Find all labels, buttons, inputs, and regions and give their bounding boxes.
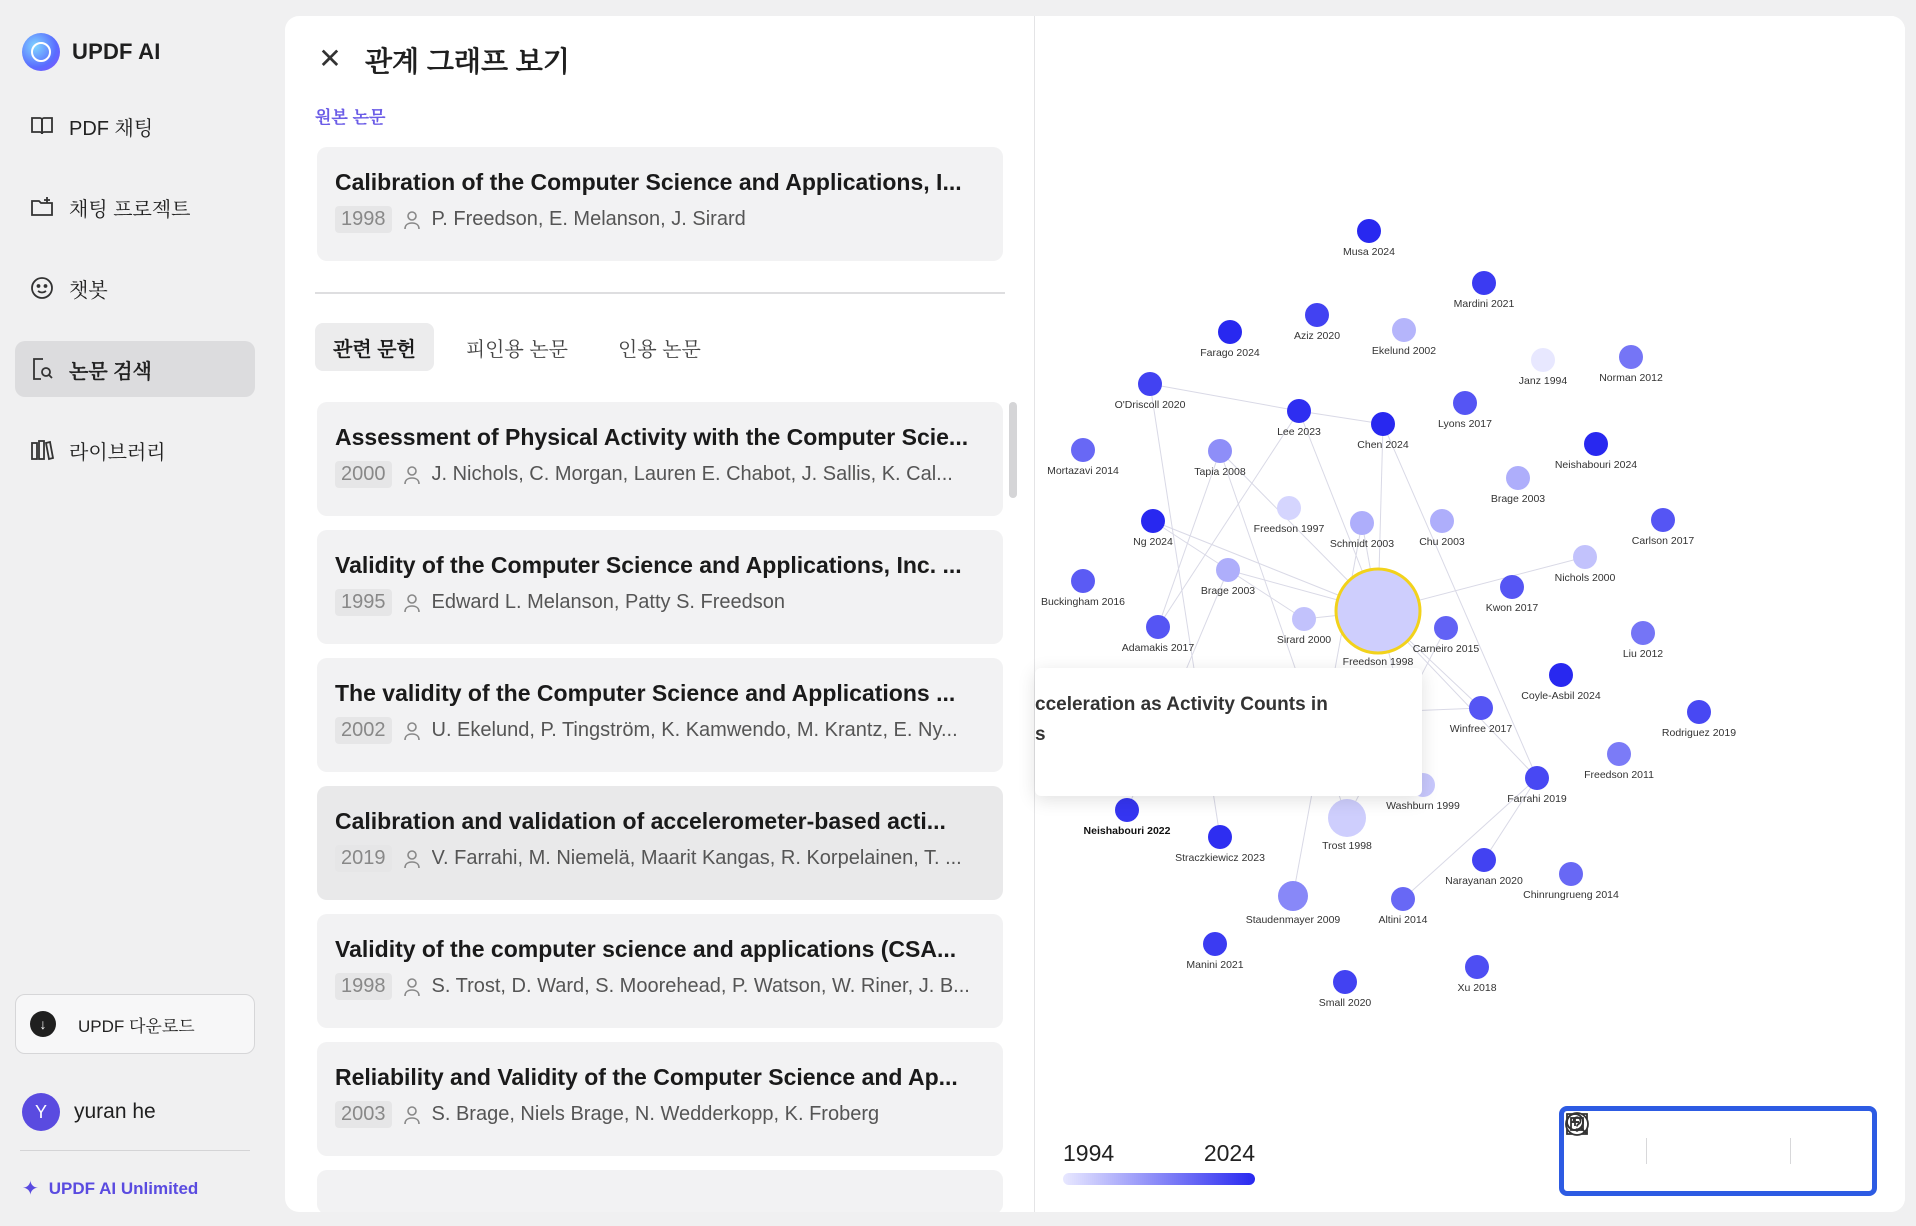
person-icon [402, 976, 422, 998]
graph-node-label: Chinrungrueng 2014 [1523, 889, 1619, 901]
person-icon [402, 1104, 422, 1126]
avatar: Y [22, 1093, 60, 1131]
person-icon [402, 848, 422, 870]
graph-node-label: Carlson 2017 [1631, 535, 1695, 547]
graph-node[interactable] [1662, 700, 1736, 739]
graph-node[interactable] [1322, 799, 1372, 852]
graph-node-circle[interactable] [1305, 303, 1329, 327]
paper-year: 1998 [335, 206, 392, 233]
paper-year: 2000 [335, 461, 392, 488]
graph-node-circle[interactable] [1357, 219, 1381, 243]
legend-max-year: 2024 [1203, 1140, 1255, 1166]
sidebar-item-label: 논문 검색 [69, 360, 152, 383]
graph-node-label: Nichols 2000 [1554, 572, 1616, 584]
paper-year: 1998 [335, 973, 392, 1000]
graph-node-circle[interactable] [1392, 318, 1416, 342]
graph-node-circle[interactable] [1573, 545, 1597, 569]
graph-node-circle[interactable] [1138, 372, 1162, 396]
legend-gradient [1063, 1173, 1255, 1185]
graph-node-circle[interactable] [1371, 412, 1395, 436]
graph-node-circle[interactable] [1391, 887, 1415, 911]
graph-node-label: Janz 1994 [1518, 375, 1568, 387]
list-item[interactable] [317, 530, 1003, 644]
sidebar-divider [20, 1150, 250, 1151]
list-scrollbar[interactable] [1009, 402, 1017, 498]
graph-node-label: Carneiro 2015 [1412, 643, 1480, 655]
graph-node-circle[interactable] [1559, 862, 1583, 886]
graph-node-circle[interactable] [1631, 621, 1655, 645]
fit-view-button[interactable] [1585, 1131, 1625, 1171]
bot-icon [29, 275, 55, 301]
sidebar-item-pdf-chat[interactable] [15, 98, 255, 154]
original-paper-label: 원본 논문 [315, 108, 386, 127]
graph-node-label: Manini 2021 [1186, 959, 1244, 971]
graph-node[interactable] [1041, 569, 1125, 608]
paper-authors: Edward L. Melanson, Patty S. Freedson [431, 591, 786, 613]
paper-list-column [285, 16, 1035, 1212]
graph-node-circle[interactable] [1506, 466, 1530, 490]
graph-node-label: Mardini 2021 [1453, 298, 1515, 310]
graph-node-circle[interactable] [1453, 391, 1477, 415]
graph-node-circle[interactable] [1115, 798, 1139, 822]
paper-title: Validity of the Computer Science and Applications, Inc. ... [335, 552, 962, 578]
list-item[interactable] [317, 402, 1003, 516]
help-button[interactable] [1812, 1131, 1852, 1171]
year-legend [1063, 1140, 1255, 1185]
graph-node-circle[interactable] [1472, 848, 1496, 872]
graph-node-label: Farrahi 2019 [1507, 793, 1567, 805]
sidebar-item-library[interactable] [15, 422, 255, 478]
graph-node[interactable] [1378, 887, 1427, 926]
graph-node-label: Tapia 2008 [1194, 466, 1246, 478]
graph-node[interactable] [1084, 798, 1171, 837]
graph-node-label: Mortazavi 2014 [1047, 465, 1119, 477]
paper-meta [335, 589, 985, 616]
graph-node-circle[interactable] [1472, 271, 1496, 295]
paper-year: 2019 [335, 845, 392, 872]
paper-meta [335, 973, 985, 1000]
graph-node-label: Adamakis 2017 [1121, 642, 1195, 654]
graph-node-label: Sirard 2000 [1276, 634, 1332, 646]
paper-title: Validity of the computer science and applications (CSA... [335, 936, 957, 962]
tab-related[interactable]: 관련 문헌 [315, 323, 434, 371]
graph-node-label: Liu 2012 [1622, 648, 1664, 660]
section-divider [315, 292, 1005, 294]
graph-node[interactable] [1175, 825, 1265, 864]
graph-node[interactable] [1555, 432, 1637, 471]
download-button[interactable] [15, 994, 255, 1054]
graph-node-circle[interactable] [1525, 766, 1549, 790]
graph-node-circle[interactable] [1549, 663, 1573, 687]
paper-meta [335, 717, 985, 744]
graph-node-label: Coyle-Asbil 2024 [1521, 690, 1601, 702]
graph-node-circle[interactable] [1218, 320, 1242, 344]
legend-min-year: 1994 [1063, 1140, 1115, 1166]
graph-node-circle[interactable] [1277, 496, 1301, 520]
graph-node[interactable] [1450, 696, 1513, 735]
tab-cited-by[interactable]: 피인용 논문 [465, 338, 569, 361]
tab-references[interactable]: 인용 논문 [618, 338, 701, 361]
graph-node-label: Lyons 2017 [1438, 418, 1492, 430]
graph-node-circle[interactable] [1434, 616, 1458, 640]
library-icon [29, 437, 55, 463]
graph-node[interactable] [1277, 399, 1321, 438]
app-name: UPDF AI [72, 39, 161, 64]
graph-node-label: Neishabouri 2024 [1554, 459, 1638, 471]
graph-node-label: Trost 1998 [1322, 840, 1372, 852]
tooltip-line-2: s [1035, 724, 1046, 745]
graph-node-circle[interactable] [1141, 509, 1165, 533]
graph-node-label: Aziz 2020 [1293, 330, 1341, 342]
graph-node-circle[interactable] [1278, 881, 1308, 911]
graph-toolbar [1559, 1106, 1877, 1196]
paper-meta [335, 1101, 985, 1128]
graph-node-circle[interactable] [1333, 970, 1357, 994]
updf-logo-icon [22, 33, 60, 71]
graph-node-circle[interactable] [1203, 932, 1227, 956]
graph-node[interactable] [1343, 219, 1395, 258]
sidebar-item-chatbot[interactable] [15, 260, 255, 316]
paper-authors: U. Ekelund, P. Tingström, K. Kamwendo, M. Krantz, E. Ny... [431, 719, 958, 741]
graph-node[interactable] [1623, 621, 1663, 660]
unlimited-link[interactable] [22, 1176, 198, 1201]
graph-node-circle[interactable] [1208, 439, 1232, 463]
paper-tabs [315, 323, 719, 371]
graph-node-label: Xu 2018 [1457, 982, 1497, 994]
graph-node[interactable] [1454, 271, 1515, 310]
paper-title: Reliability and Validity of the Computer Science and Ap... [335, 1064, 958, 1090]
list-item[interactable] [317, 914, 1003, 1028]
app-logo[interactable] [22, 33, 161, 71]
graph-node[interactable] [1336, 569, 1420, 668]
paper-title: The validity of the Computer Science and Applications ... [335, 680, 956, 706]
graph-node[interactable] [1357, 412, 1409, 451]
graph-node[interactable] [1419, 509, 1465, 548]
sidebar-item-label: 채팅 프로젝트 [69, 198, 191, 221]
paper-authors: S. Trost, D. Ward, S. Moorehead, P. Watson, W. Riner, J. B... [431, 975, 970, 997]
graph-node-label: Norman 2012 [1599, 372, 1663, 384]
graph-node-label: Ng 2024 [1133, 536, 1173, 548]
graph-node-circle[interactable] [1146, 615, 1170, 639]
graph-node[interactable] [1599, 345, 1663, 384]
graph-node-label: Washburn 1999 [1386, 800, 1460, 812]
zoom-out-button[interactable] [1729, 1131, 1769, 1171]
graph-node-circle[interactable] [1430, 509, 1454, 533]
person-icon [402, 209, 422, 231]
list-item[interactable] [317, 1170, 1003, 1212]
sidebar-item-label: 챗봇 [69, 279, 108, 302]
graph-node-label: Rodriguez 2019 [1661, 727, 1737, 739]
node-tooltip [1035, 668, 1422, 796]
graph-node-label: Freedson 1997 [1253, 523, 1325, 535]
graph-node[interactable] [1555, 545, 1616, 584]
sidebar-item-chat-project[interactable] [15, 179, 255, 235]
graph-node-circle[interactable] [1469, 696, 1493, 720]
download-icon: ↓ [30, 1011, 56, 1037]
graph-node[interactable] [1521, 663, 1601, 702]
sidebar-item-paper-search[interactable] [15, 341, 255, 397]
list-item[interactable] [317, 658, 1003, 772]
sidebar [0, 0, 270, 1226]
person-icon [402, 464, 422, 486]
graph-node-label: Farago 2024 [1200, 347, 1260, 359]
graph-node-circle[interactable] [1651, 508, 1675, 532]
graph-node-circle[interactable] [1465, 955, 1489, 979]
relation-graph-panel [285, 16, 1905, 1212]
paper-meta [335, 461, 985, 488]
graph-node[interactable] [1115, 372, 1186, 411]
paper-year: 2003 [335, 1101, 392, 1128]
toolbar-divider [1646, 1138, 1647, 1164]
graph-node-label: Chu 2003 [1419, 536, 1465, 548]
graph-node-label: Ekelund 2002 [1371, 345, 1437, 357]
book-chat-icon [29, 113, 55, 139]
person-icon [402, 720, 422, 742]
help-icon [1564, 1111, 1590, 1137]
user-profile[interactable] [22, 1093, 156, 1131]
graph-node-label: Altini 2014 [1378, 914, 1428, 926]
paper-authors: P. Freedson, E. Melanson, J. Sirard [431, 208, 746, 230]
list-item[interactable] [317, 1042, 1003, 1156]
graph-node-circle[interactable] [1584, 432, 1608, 456]
graph-node-label: Straczkiewicz 2023 [1175, 852, 1265, 864]
paper-authors: J. Nichols, C. Morgan, Lauren E. Chabot, J. Sallis, K. Cal... [431, 463, 953, 485]
graph-node-circle[interactable] [1287, 399, 1311, 423]
paper-year: 1995 [335, 589, 392, 616]
graph-node-circle[interactable] [1071, 438, 1095, 462]
graph-node[interactable] [1200, 320, 1260, 359]
paper-authors: S. Brage, Niels Brage, N. Wedderkopp, K. Froberg [431, 1103, 880, 1125]
graph-node[interactable] [1194, 439, 1246, 478]
sidebar-item-label: 라이브러리 [69, 441, 166, 464]
graph-node-circle[interactable] [1531, 348, 1555, 372]
graph-node-circle[interactable] [1350, 511, 1374, 535]
sidebar-nav [15, 98, 255, 503]
graph-node[interactable] [1438, 391, 1492, 430]
graph-node[interactable] [1319, 970, 1372, 1009]
graph-node-circle[interactable] [1071, 569, 1095, 593]
graph-node[interactable] [1133, 509, 1173, 548]
graph-node[interactable] [1294, 303, 1340, 342]
paper-year: 2002 [335, 717, 392, 744]
graph-node-label: Freedson 2011 [1584, 769, 1654, 781]
user-name: yuran he [74, 1100, 156, 1123]
relation-graph[interactable] [1034, 16, 1905, 1212]
graph-node-label: Musa 2024 [1343, 246, 1395, 258]
close-icon[interactable]: ✕ [318, 43, 342, 74]
person-icon [402, 592, 422, 614]
graph-node[interactable] [1330, 511, 1394, 550]
graph-node-circle[interactable] [1619, 345, 1643, 369]
list-item[interactable] [317, 786, 1003, 900]
zoom-in-button[interactable] [1668, 1131, 1708, 1171]
graph-node[interactable] [1047, 438, 1119, 477]
paper-title: Assessment of Physical Activity with the Computer Scie... [335, 424, 969, 450]
graph-node-circle[interactable] [1328, 799, 1366, 837]
sidebar-item-label: PDF 채팅 [69, 117, 154, 140]
graph-node-label: Neishabouri 2022 [1083, 825, 1171, 837]
graph-node-label: O'Driscoll 2020 [1114, 399, 1186, 411]
graph-node[interactable] [1584, 742, 1654, 781]
graph-node-label: Freedson 1998 [1342, 656, 1414, 668]
graph-node[interactable] [1277, 607, 1331, 646]
graph-node-label: Schmidt 2003 [1329, 538, 1395, 550]
graph-node[interactable] [1519, 348, 1568, 387]
toolbar-divider [1790, 1138, 1791, 1164]
graph-node[interactable] [1122, 615, 1195, 654]
graph-node-label: Kwon 2017 [1485, 602, 1539, 614]
tooltip-line-1: cceleration as Activity Counts in [1035, 694, 1328, 715]
graph-canvas[interactable] [1035, 16, 1905, 1212]
graph-node-circle[interactable] [1208, 825, 1232, 849]
graph-node-label: Staudenmayer 2009 [1245, 914, 1341, 926]
graph-node-circle[interactable] [1607, 742, 1631, 766]
paper-title: Calibration of the Computer Science and Applications, I... [335, 169, 962, 195]
graph-node-circle[interactable] [1336, 569, 1420, 653]
download-label: UPDF 다운로드 [78, 1016, 195, 1036]
graph-node[interactable] [1632, 508, 1695, 547]
graph-node[interactable] [1246, 881, 1341, 926]
graph-node-circle[interactable] [1687, 700, 1711, 724]
paper-meta [335, 845, 985, 872]
graph-node[interactable] [1457, 955, 1496, 994]
graph-edge [1299, 411, 1383, 424]
sparkle-icon: ✦ [22, 1178, 39, 1200]
graph-node-label: Winfree 2017 [1449, 723, 1513, 735]
paper-title: Calibration and validation of accelerometer-based acti... [335, 808, 946, 834]
graph-node-circle[interactable] [1292, 607, 1316, 631]
graph-node[interactable] [1507, 766, 1567, 805]
graph-node-label: Small 2020 [1318, 997, 1372, 1009]
graph-node-label: Chen 2024 [1357, 439, 1409, 451]
paper-search-icon [29, 356, 55, 382]
paper-authors: V. Farrahi, M. Niemelä, Maarit Kangas, R. Korpelainen, T. ... [431, 847, 962, 869]
graph-node[interactable] [1254, 496, 1325, 535]
graph-node-circle[interactable] [1216, 558, 1240, 582]
graph-node[interactable] [1186, 932, 1243, 971]
graph-node-label: Narayanan 2020 [1445, 875, 1523, 887]
graph-node-label: Brage 2003 [1490, 493, 1546, 505]
graph-node-circle[interactable] [1500, 575, 1524, 599]
original-paper-card[interactable] [317, 147, 1003, 261]
graph-node-label: Brage 2003 [1200, 585, 1256, 597]
graph-node[interactable] [1523, 862, 1619, 901]
folder-chat-icon [29, 194, 55, 220]
page-title: 관계 그래프 보기 [365, 46, 570, 77]
graph-node[interactable] [1491, 466, 1545, 505]
unlimited-label: UPDF AI Unlimited [48, 1178, 199, 1198]
graph-node-label: Lee 2023 [1277, 426, 1321, 438]
graph-node[interactable] [1445, 848, 1523, 887]
graph-node-label: Buckingham 2016 [1040, 596, 1126, 608]
graph-node[interactable] [1372, 318, 1436, 357]
paper-meta [335, 206, 985, 233]
graph-node[interactable] [1201, 558, 1255, 597]
